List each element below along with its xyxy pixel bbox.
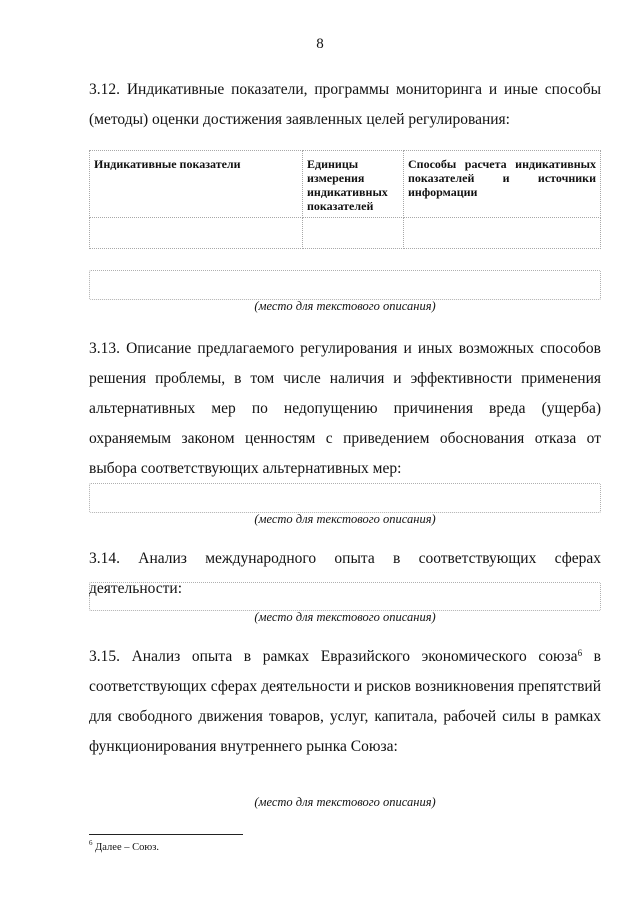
text-description-caption-3-12: (место для текстового описания) <box>254 299 436 313</box>
text-description-box-3-14[interactable] <box>89 582 601 611</box>
table-cell[interactable] <box>404 218 601 249</box>
footnote <box>89 839 159 853</box>
page-number: 8 <box>316 36 324 52</box>
section-3-15-text-main: 3.15. Анализ опыта в рамках Евразийского экономического союза <box>89 648 578 665</box>
text-description-box-3-12[interactable] <box>89 270 601 300</box>
text-description-caption-3-13: (место для текстового описания) <box>254 512 436 526</box>
section-3-14-text: 3.14. Анализ международного опыта в соответствующих сферах деятельности: <box>89 550 601 597</box>
table-row <box>90 218 601 249</box>
text-description-caption-3-14: (место для текстового описания) <box>254 610 436 624</box>
footnote-divider <box>89 834 243 835</box>
table-cell[interactable] <box>90 218 303 249</box>
section-3-12-text: 3.12. Индикативные показатели, программы мониторинга и иные способы (методы) оценки достижения заявленных целей регулирования: <box>89 81 601 128</box>
footnote-text: Далее – Союз. <box>92 842 159 853</box>
section-3-15-text <box>89 642 601 762</box>
footnote-number: 6 <box>89 839 93 847</box>
text-description-caption-3-15: (место для текстового описания) <box>254 795 436 809</box>
units-header-cell: Единицы измерения индикативных показателей <box>303 151 404 218</box>
table-cell[interactable] <box>303 218 404 249</box>
footnote-reference[interactable]: 6 <box>577 648 583 658</box>
section-3-15-text-rest: в соответствующих сферах деятельности и рисков возникновения препятствий для свободного движения товаров, услуг, капитала, рабочей силы в рамках функционирования внутреннего рынка Союза: <box>89 648 601 755</box>
section-3-13-text: 3.13. Описание предлагаемого регулирования и иных возможных способов решения проблемы, в том числе наличия и эффективности применения альтернативных мер по недопущению причинения вреда (ущерба) охраняемым законом ценностям с приведением обоснования отказа от выбора соответствующих альтернативных мер: <box>89 340 601 477</box>
text-description-box-3-13[interactable] <box>89 483 601 513</box>
indicators-header-cell: Индикативные показатели <box>90 151 303 218</box>
methods-header-cell: Способы расчета индикативных показателей и источники информации <box>404 151 601 218</box>
indicators-table-header-row <box>90 151 601 218</box>
indicators-table <box>89 150 601 249</box>
